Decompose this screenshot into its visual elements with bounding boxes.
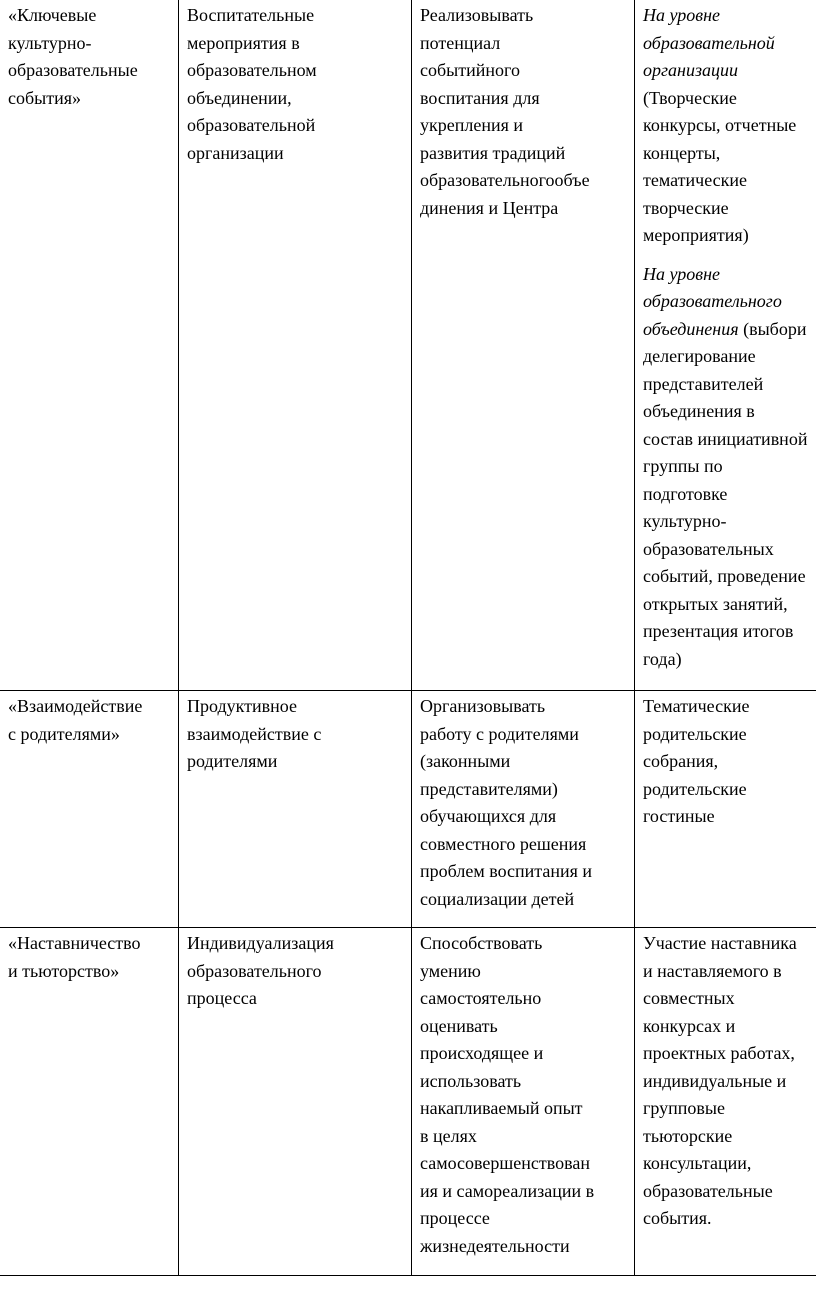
text-line: событийного <box>420 60 520 80</box>
forms-paragraph-org <box>643 2 816 250</box>
text-line: развития традиций <box>420 142 566 163</box>
text-line: года) <box>643 648 682 669</box>
module-cell <box>0 928 179 1276</box>
text-line: собрания, <box>643 751 719 771</box>
text-line: образовательного <box>643 291 782 311</box>
text-line: культурно- <box>643 511 727 531</box>
text-line: и наставляемого в <box>643 960 782 981</box>
text-line: события. <box>643 1208 712 1228</box>
content-cell <box>179 0 412 691</box>
text-line: организации <box>643 60 738 80</box>
text-line: объединения в <box>643 401 755 421</box>
text-line: совместного решения <box>420 833 587 854</box>
text-line: «Взаимодействие <box>8 696 143 716</box>
text-line: организации <box>187 142 284 163</box>
module-cell <box>0 691 179 928</box>
text-line: образовательного <box>187 960 322 981</box>
forms-paragraph-unit <box>643 261 816 674</box>
text-line: представителями) <box>420 778 558 799</box>
text-line: гостиные <box>643 806 715 826</box>
text-line: конкурсы, отчетные <box>643 115 797 135</box>
text-line: процессе <box>420 1208 490 1228</box>
forms-org-level-text <box>643 88 796 246</box>
forms-cell <box>635 0 816 691</box>
text-line: Способствовать <box>420 933 543 953</box>
forms-org-level-heading <box>643 5 775 80</box>
text-line: родительские <box>643 778 747 799</box>
text-line: социализации детей <box>420 888 575 909</box>
text-line: самосовершенствован <box>420 1153 591 1173</box>
text-line: проблем воспитания и <box>420 861 593 881</box>
text-line: работу с родителями <box>420 723 579 744</box>
text-line: накапливаемый опыт <box>420 1098 583 1118</box>
text-line: образовательные <box>643 1180 773 1201</box>
text-line: образовательной <box>187 115 316 135</box>
text-line: образовательногообъе <box>420 170 590 190</box>
text-line: Реализовывать <box>420 5 534 25</box>
forms-cell <box>635 691 816 928</box>
text-line: групповые <box>643 1098 725 1118</box>
text-line: событий, проведение <box>643 566 806 586</box>
goal-cell <box>412 928 635 1276</box>
content-cell <box>179 691 412 928</box>
module-cell <box>0 0 179 691</box>
text-line: образовательных <box>643 538 774 559</box>
text-line: проектных работах, <box>643 1043 795 1063</box>
text-line: образовательные <box>8 60 138 80</box>
text-line: умению <box>420 960 481 981</box>
text-line: события» <box>8 87 82 108</box>
text-line: творческие <box>643 197 729 218</box>
text-line: происходящее и <box>420 1043 544 1063</box>
text-line: презентация итогов <box>643 621 794 641</box>
text-line: Воспитательные <box>187 5 315 25</box>
text-line: динения и Центра <box>420 197 559 218</box>
text-line: Организовывать <box>420 696 546 716</box>
text-line: в целях <box>420 1125 477 1146</box>
text-line: объединения <box>643 318 739 339</box>
text-line: (законными <box>420 751 511 771</box>
text-line: открытых занятий, <box>643 593 788 614</box>
text-line: Участие наставника <box>643 933 797 953</box>
text-line: конкурсах и <box>643 1015 736 1036</box>
content-cell <box>179 928 412 1276</box>
text-line: группы по <box>643 456 723 476</box>
text-line: использовать <box>420 1070 522 1091</box>
text-line: индивидуальные и <box>643 1070 787 1091</box>
table-row <box>0 928 816 1276</box>
text-line: мероприятия в <box>187 32 300 53</box>
text-line: с родителями» <box>8 723 120 744</box>
goal-cell <box>412 0 635 691</box>
table-row <box>0 691 816 928</box>
forms-cell <box>635 928 816 1276</box>
text-line: Продуктивное <box>187 696 297 716</box>
text-line: родительские <box>643 723 747 744</box>
text-line: процесса <box>187 988 257 1008</box>
text-line: культурно- <box>8 32 92 53</box>
forms-unit-level-text <box>643 319 807 669</box>
text-line: концерты, <box>643 142 721 163</box>
text-line: консультации, <box>643 1153 752 1173</box>
forms-unit-level-inline: (выбор <box>738 318 797 339</box>
text-line: мероприятия) <box>643 225 749 245</box>
text-line: образовательном <box>187 60 317 80</box>
goal-cell <box>412 691 635 928</box>
text-line: «Ключевые <box>8 5 97 25</box>
text-line: воспитания для <box>420 87 540 108</box>
text-line: и тьюторство» <box>8 960 120 981</box>
text-line: оценивать <box>420 1015 498 1036</box>
text-line: ия и самореализации в <box>420 1180 595 1201</box>
text-line: Индивидуализация <box>187 933 334 953</box>
text-line: состав инициативной <box>643 428 808 449</box>
text-line: объединении, <box>187 87 292 108</box>
text-line: На уровне <box>643 5 720 25</box>
text-line: Тематические <box>643 696 750 716</box>
text-line: потенциал <box>420 32 501 53</box>
text-line: «Наставничество <box>8 933 141 953</box>
text-line: представителей <box>643 373 764 394</box>
text-line: укрепления и <box>420 115 524 135</box>
text-line: На уровне <box>643 263 720 284</box>
text-line: образовательной <box>643 32 775 53</box>
text-line: совместных <box>643 988 735 1008</box>
text-line: взаимодействие с <box>187 723 322 744</box>
text-line: жизнедеятельности <box>420 1235 570 1256</box>
text-line: тематические <box>643 170 747 190</box>
text-line: самостоятельно <box>420 988 542 1008</box>
text-line: обучающихся для <box>420 806 557 826</box>
text-line: подготовке <box>643 483 728 504</box>
text-line: родителями <box>187 751 278 771</box>
text-line: и делегирование <box>643 318 807 366</box>
text-line: (Творческие <box>643 87 737 108</box>
text-line: тьюторские <box>643 1125 733 1146</box>
